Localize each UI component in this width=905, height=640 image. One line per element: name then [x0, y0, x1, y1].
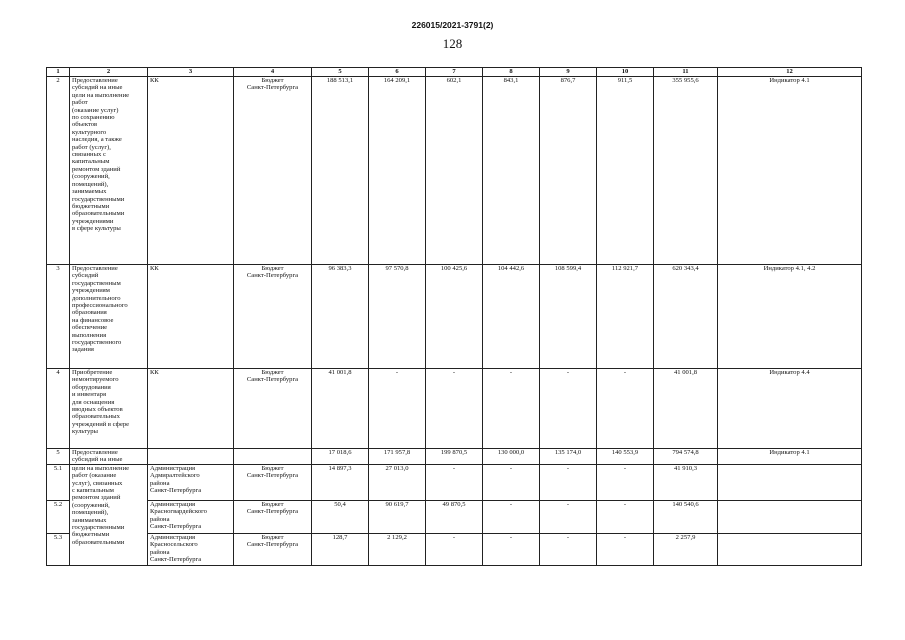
amount-cell: - — [426, 533, 483, 565]
amount-cell: 14 897,3 — [312, 464, 369, 500]
column-number-header: 1 — [47, 68, 70, 77]
amount-cell: - — [597, 500, 654, 533]
activity-name: Предоставление субсидий на иные цели на выполнение работ (оказание услуг) по сохранению объектов культурного наследия, а также работ (услуг), связанных с капитальным ремонтом зданий (сооружений, помещений), занимаемых государственными бюджетными образовательными учреждениями в сфере культуры — [70, 77, 148, 265]
column-number-header: 6 — [369, 68, 426, 77]
amount-cell: 199 870,5 — [426, 449, 483, 465]
amount-cell: - — [540, 500, 597, 533]
amount-cell: - — [426, 369, 483, 449]
page-number: 128 — [442, 36, 463, 51]
amount-cell: 50,4 — [312, 500, 369, 533]
amount-cell: - — [540, 533, 597, 565]
table-subrow — [47, 533, 862, 565]
amount-cell: - — [540, 464, 597, 500]
amount-cell: 355 955,6 — [654, 77, 718, 265]
funding-source: Бюджет Санкт-Петербурга — [234, 265, 312, 369]
amount-cell: 794 574,8 — [654, 449, 718, 465]
amount-cell: 911,5 — [597, 77, 654, 265]
amount-cell: 164 209,1 — [369, 77, 426, 265]
indicator — [718, 500, 862, 533]
column-number-header: 5 — [312, 68, 369, 77]
amount-cell: 97 570,8 — [369, 265, 426, 369]
column-number-header: 8 — [483, 68, 540, 77]
amount-cell: 140 553,9 — [597, 449, 654, 465]
program-table — [46, 67, 862, 566]
table-row — [47, 77, 862, 265]
header-row — [47, 68, 862, 77]
table-body — [47, 68, 862, 566]
indicator: Индикатор 4.4 — [718, 369, 862, 449]
executor: КК — [148, 369, 234, 449]
activity-name-continued: цели на выполнение работ (оказание услуг), связанных с капитальным ремонтом зданий (сооружений, помещений), занимаемых государственными бюджетными образовательными — [70, 464, 148, 565]
row-number: 4 — [47, 369, 70, 449]
row-number: 3 — [47, 265, 70, 369]
amount-cell: - — [597, 369, 654, 449]
row-number: 5.3 — [47, 533, 70, 565]
row-number: 5.1 — [47, 464, 70, 500]
executor — [148, 449, 234, 465]
amount-cell: 135 174,0 — [540, 449, 597, 465]
document-id: 226015/2021-3791(2) — [411, 20, 494, 30]
funding-source: Бюджет Санкт-Петербурга — [234, 500, 312, 533]
amount-cell: 2 257,9 — [654, 533, 718, 565]
amount-cell: 41 910,3 — [654, 464, 718, 500]
column-number-header: 12 — [718, 68, 862, 77]
amount-cell: 112 921,7 — [597, 265, 654, 369]
amount-cell: - — [483, 464, 540, 500]
executor: КК — [148, 77, 234, 265]
row-number: 2 — [47, 77, 70, 265]
indicator: Индикатор 4.1 — [718, 449, 862, 465]
indicator — [718, 533, 862, 565]
funding-source: Бюджет Санкт-Петербурга — [234, 77, 312, 265]
activity-name: Предоставление субсидий государственным учреждениям дополнительного профессионального образования на финансовое обеспечение выполнения государственного задания — [70, 265, 148, 369]
amount-cell: 41 001,8 — [654, 369, 718, 449]
table-row — [47, 265, 862, 369]
indicator: Индикатор 4.1, 4.2 — [718, 265, 862, 369]
executor: КК — [148, 265, 234, 369]
amount-cell: 602,1 — [426, 77, 483, 265]
row-number: 5 — [47, 449, 70, 465]
amount-cell: - — [426, 464, 483, 500]
funding-source: Бюджет Санкт-Петербурга — [234, 464, 312, 500]
amount-cell: 876,7 — [540, 77, 597, 265]
funding-source — [234, 449, 312, 465]
amount-cell: 41 001,8 — [312, 369, 369, 449]
column-number-header: 9 — [540, 68, 597, 77]
amount-cell: 2 129,2 — [369, 533, 426, 565]
activity-name: Предоставление субсидий на иные — [70, 449, 148, 465]
amount-cell: 27 013,0 — [369, 464, 426, 500]
amount-cell: - — [597, 464, 654, 500]
table-subrow — [47, 464, 862, 500]
amount-cell: 90 619,7 — [369, 500, 426, 533]
amount-cell: 17 018,6 — [312, 449, 369, 465]
column-number-header: 2 — [70, 68, 148, 77]
amount-cell: 96 383,3 — [312, 265, 369, 369]
amount-cell: 100 425,6 — [426, 265, 483, 369]
amount-cell: 130 000,0 — [483, 449, 540, 465]
column-number-header: 4 — [234, 68, 312, 77]
amount-cell: 171 957,8 — [369, 449, 426, 465]
table-subrow — [47, 500, 862, 533]
amount-cell: 49 870,5 — [426, 500, 483, 533]
amount-cell: 104 442,6 — [483, 265, 540, 369]
table-row — [47, 369, 862, 449]
amount-cell: - — [483, 500, 540, 533]
indicator — [718, 464, 862, 500]
row-number: 5.2 — [47, 500, 70, 533]
table-row — [47, 449, 862, 465]
amount-cell: 843,1 — [483, 77, 540, 265]
column-number-header: 10 — [597, 68, 654, 77]
executor: Администрация Красногвардейского района Санкт-Петербурга — [148, 500, 234, 533]
page-header — [0, 20, 905, 52]
amount-cell: 140 540,6 — [654, 500, 718, 533]
amount-cell: - — [483, 369, 540, 449]
amount-cell: - — [369, 369, 426, 449]
amount-cell: - — [597, 533, 654, 565]
amount-cell: - — [483, 533, 540, 565]
amount-cell: - — [540, 369, 597, 449]
amount-cell: 620 343,4 — [654, 265, 718, 369]
column-number-header: 11 — [654, 68, 718, 77]
executor: Администрация Красносельского района Санкт-Петербурга — [148, 533, 234, 565]
funding-source: Бюджет Санкт-Петербурга — [234, 533, 312, 565]
activity-name: Приобретение немонтируемого оборудования и инвентаря для оснащения вводных объектов образовательных учреждений в сфере культуры — [70, 369, 148, 449]
executor: Администрация Адмиралтейского района Санкт-Петербурга — [148, 464, 234, 500]
amount-cell: 188 513,1 — [312, 77, 369, 265]
indicator: Индикатор 4.1 — [718, 77, 862, 265]
column-number-header: 7 — [426, 68, 483, 77]
column-number-header: 3 — [148, 68, 234, 77]
amount-cell: 128,7 — [312, 533, 369, 565]
amount-cell: 108 599,4 — [540, 265, 597, 369]
funding-source: Бюджет Санкт-Петербурга — [234, 369, 312, 449]
